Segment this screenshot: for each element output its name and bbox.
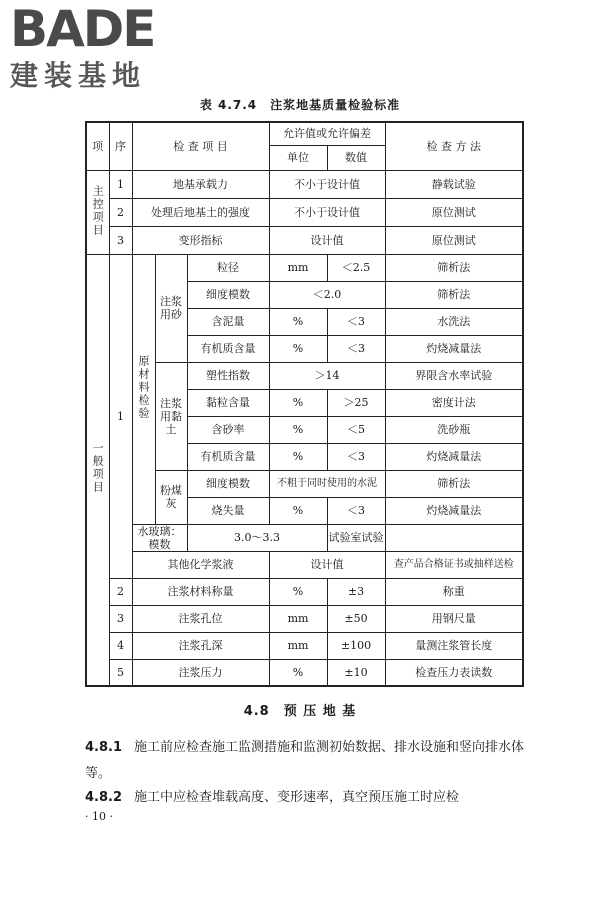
ash-group-label: 粉煤灰	[155, 470, 187, 524]
row-allowance: 不小于设计值	[269, 170, 385, 198]
table-row	[86, 198, 523, 226]
table-row	[86, 605, 523, 632]
sand-group-label: 注浆用砂	[155, 254, 187, 362]
row-item: 注浆孔深	[132, 632, 269, 659]
row-unit: %	[269, 497, 327, 524]
row-method: 查产品合格证书或抽样送检	[385, 551, 523, 578]
section-heading: 4.8 预 压 地 基	[243, 704, 357, 719]
row-method: 量测注浆管长度	[385, 632, 523, 659]
clause-text: 施工前应检查施工监测措施和监测初始数据、排水设施和竖向排水体等。	[85, 740, 525, 781]
clay-group-label: 注浆用黏土	[155, 362, 187, 470]
row-allowance: 不小于设计值	[269, 198, 385, 226]
row-allowance: ＞14	[269, 362, 385, 389]
header-method: 检 查 方 法	[385, 122, 523, 170]
header-allowance: 允许值或允许偏差	[269, 122, 385, 145]
row-item: 处理后地基土的强度	[132, 198, 269, 226]
row-item: 注浆材料称量	[132, 578, 269, 605]
table-title: 表 4.7.4 注浆地基质量检验标准	[199, 98, 401, 112]
row-value: ＜5	[327, 416, 385, 443]
row-item: 含泥量	[187, 308, 269, 335]
row-method: 试验室试验	[327, 524, 385, 551]
row-unit: %	[269, 416, 327, 443]
row-value: ＜3	[327, 443, 385, 470]
table-row	[86, 226, 523, 254]
row-method: 密度计法	[385, 389, 523, 416]
row-unit: %	[269, 335, 327, 362]
row-item: 注浆压力	[132, 659, 269, 686]
logo-subtitle: 建装基地	[10, 59, 147, 92]
row-allowance: 设计值	[269, 226, 385, 254]
row-seq: 3	[109, 605, 132, 632]
row-item: 粒径	[187, 254, 269, 281]
row-item: 地基承载力	[132, 170, 269, 198]
header-unit: 单位	[269, 145, 327, 170]
row-allowance: ＜2.0	[269, 281, 385, 308]
row-item: 有机质含量	[187, 335, 269, 362]
row-value: ＜2.5	[327, 254, 385, 281]
row-value: ＜3	[327, 308, 385, 335]
row-value: ＜3	[327, 497, 385, 524]
row-item: 细度模数	[187, 281, 269, 308]
row-method: 原位测试	[385, 226, 523, 254]
row-item: 塑性指数	[187, 362, 269, 389]
row-item: 烧失量	[187, 497, 269, 524]
header-item: 项	[86, 122, 109, 170]
row-value: ＜3	[327, 335, 385, 362]
row-seq: 2	[109, 578, 132, 605]
table-row	[86, 632, 523, 659]
row-method: 筛析法	[385, 281, 523, 308]
row-item: 其他化学浆液	[132, 551, 269, 578]
row-method: 检查压力表读数	[385, 659, 523, 686]
row-value: ＞25	[327, 389, 385, 416]
row-method: 原位测试	[385, 198, 523, 226]
row-allowance: 不粗于同时使用的水泥	[269, 470, 385, 497]
row-method: 用钢尺量	[385, 605, 523, 632]
row-value: ±100	[327, 632, 385, 659]
row-unit: %	[269, 659, 327, 686]
header-row	[86, 122, 523, 145]
header-seq: 序	[109, 122, 132, 170]
main-group-label: 主控项目	[86, 170, 109, 254]
bade-logo	[10, 0, 180, 92]
row-seq: 1	[109, 254, 132, 578]
row-unit: %	[269, 443, 327, 470]
row-seq: 5	[109, 659, 132, 686]
row-allowance: 设计值	[269, 551, 385, 578]
row-unit: mm	[269, 605, 327, 632]
row-unit: %	[269, 578, 327, 605]
table-row	[86, 659, 523, 686]
row-method: 筛析法	[385, 254, 523, 281]
row-method: 灼烧减量法	[385, 335, 523, 362]
row-item: 黏粒含量	[187, 389, 269, 416]
row-value: ±3	[327, 578, 385, 605]
table-row	[86, 254, 523, 281]
row-seq: 3	[109, 226, 132, 254]
row-item: 有机质含量	[187, 443, 269, 470]
row-method: 静载试验	[385, 170, 523, 198]
table-row	[86, 170, 523, 198]
quality-standard-table	[85, 121, 524, 687]
row-method: 灼烧减量法	[385, 497, 523, 524]
clause-4-8-1	[85, 735, 525, 787]
row-item: 细度模数	[187, 470, 269, 497]
row-seq: 1	[109, 170, 132, 198]
row-method: 洗砂瓶	[385, 416, 523, 443]
clause-4-8-2	[85, 785, 525, 811]
row-method: 称重	[385, 578, 523, 605]
row-value: ±50	[327, 605, 385, 632]
row-method: 水洗法	[385, 308, 523, 335]
general-group-label: 一般项目	[86, 254, 109, 686]
row-unit: mm	[269, 632, 327, 659]
table-row	[86, 524, 523, 551]
row-item: 含砂率	[187, 416, 269, 443]
row-unit: %	[269, 389, 327, 416]
clause-text: 施工中应检查堆载高度、变形速率，真空预压施工时应检	[134, 790, 460, 805]
row-unit: %	[269, 308, 327, 335]
raw-material-label: 原材料检验	[132, 254, 155, 524]
row-value: ±10	[327, 659, 385, 686]
table-row	[86, 578, 523, 605]
clause-number: 4.8.2	[85, 790, 123, 805]
row-item: 变形指标	[132, 226, 269, 254]
row-item: 水玻璃：模数	[132, 524, 187, 551]
row-method: 筛析法	[385, 470, 523, 497]
row-unit: mm	[269, 254, 327, 281]
row-allowance: 3.0～3.3	[187, 524, 327, 551]
row-seq: 4	[109, 632, 132, 659]
row-item: 注浆孔位	[132, 605, 269, 632]
row-method: 界限含水率试验	[385, 362, 523, 389]
table-row	[86, 551, 523, 578]
logo-wordmark: BADE	[10, 0, 155, 58]
row-seq: 2	[109, 198, 132, 226]
clause-number: 4.8.1	[85, 740, 123, 755]
header-value: 数值	[327, 145, 385, 170]
header-check-item: 检 查 项 目	[132, 122, 269, 170]
row-method: 灼烧减量法	[385, 443, 523, 470]
page-number: · 10 ·	[85, 810, 113, 823]
